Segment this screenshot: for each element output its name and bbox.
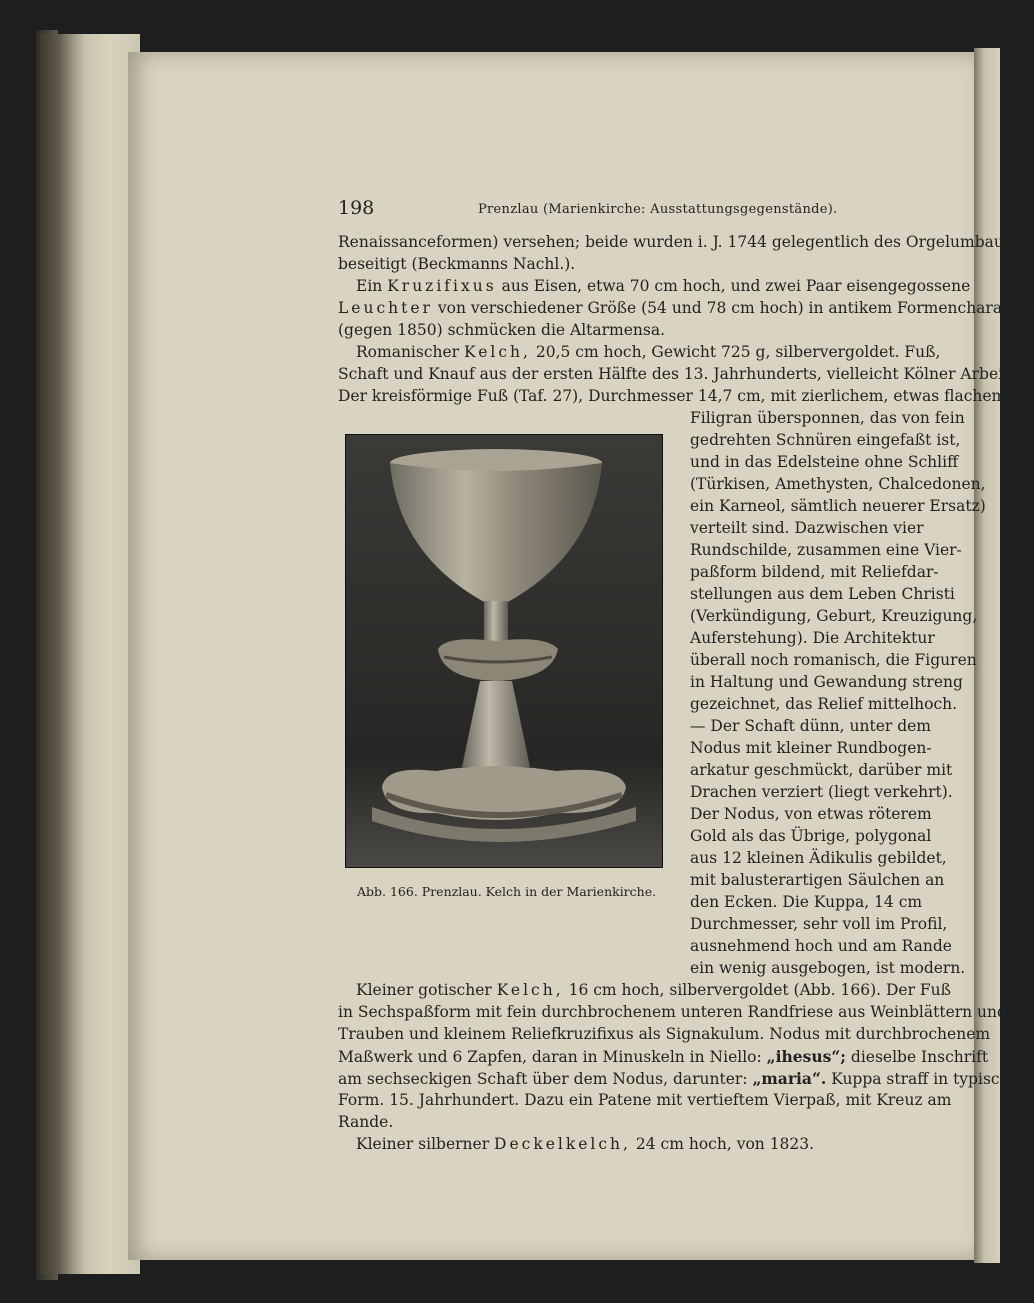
- figure-caption: Abb. 166. Prenzlau. Kelch in der Marienkirche.: [357, 884, 657, 899]
- text-line: Form. 15. Jahrhundert. Dazu ein Patene mit vertieftem Vierpaß, mit Kreuz am: [338, 1091, 952, 1109]
- side-text-line: aus 12 kleinen Ädikulis gebildet,: [690, 849, 947, 867]
- text-line: Schaft und Knauf aus der ersten Hälfte des 13. Jahrhunderts, vielleicht Kölner Arbeit.: [338, 365, 1015, 383]
- side-text-line: den Ecken. Die Kuppa, 14 cm: [690, 893, 923, 911]
- page-stack-edge: [40, 34, 140, 1274]
- side-text-line: Drachen verziert (liegt verkehrt).: [690, 783, 953, 801]
- side-text-line: (Türkisen, Amethysten, Chalcedonen,: [690, 475, 986, 493]
- side-text-line: Auferstehung). Die Architektur: [690, 629, 935, 647]
- text-line: Renaissanceformen) versehen; beide wurden i. J. 1744 gelegentlich des Orgelumbaus: [338, 233, 1012, 251]
- text-span: 24 cm hoch, von 1823.: [635, 1135, 815, 1153]
- text-span: Kleiner gotischer: [356, 981, 492, 999]
- text-span: Ein: [356, 277, 383, 295]
- inscription: „maria“.: [752, 1069, 827, 1088]
- side-text-line: Der Nodus, von etwas röterem: [690, 805, 932, 823]
- side-text-line: Filigran übersponnen, das von fein: [690, 409, 965, 427]
- emphasized-term: Leuchter: [338, 299, 433, 317]
- text-span: dieselbe Inschrift: [850, 1048, 989, 1066]
- text-line: (gegen 1850) schmücken die Altarmensa.: [338, 321, 666, 339]
- text-line: [356, 981, 951, 999]
- side-text-line: ein wenig ausgebogen, ist modern.: [690, 959, 966, 977]
- side-text-line: Rundschilde, zusammen eine Vier-: [690, 541, 962, 559]
- text-span: 16 cm hoch, silbervergoldet (Abb. 166). Der Fuß: [568, 981, 951, 999]
- side-text-line: und in das Edelsteine ohne Schliff: [690, 453, 959, 471]
- side-text-line: Gold als das Übrige, polygonal: [690, 827, 932, 845]
- emphasized-term: Kelch,: [496, 981, 564, 999]
- text-span: Romanischer: [356, 343, 460, 361]
- emphasized-term: Kelch,: [464, 343, 531, 361]
- side-text-line: ein Karneol, sämtlich neuerer Ersatz): [690, 497, 986, 515]
- page-number: 198: [338, 197, 375, 219]
- side-text-line: gezeichnet, das Relief mittelhoch.: [690, 695, 958, 713]
- text-span: am sechseckigen Schaft über dem Nodus, darunter:: [338, 1070, 748, 1088]
- text-line: Trauben und kleinem Reliefkruzifixus als Signakulum. Nodus mit durchbrochenem: [338, 1025, 991, 1043]
- chalice-photo: [345, 434, 663, 868]
- side-text-line: stellungen aus dem Leben Christi: [690, 585, 955, 603]
- text-line: Der kreisförmige Fuß (Taf. 27), Durchmesser 14,7 cm, mit zierlichem, etwas flachem: [338, 387, 1007, 405]
- text-line: Rande.: [338, 1113, 394, 1131]
- side-text-line: Nodus mit kleiner Rundbogen-: [690, 739, 932, 757]
- text-span: Kleiner silberner: [356, 1135, 490, 1153]
- side-text-line: Durchmesser, sehr voll im Profil,: [690, 915, 948, 933]
- text-line: in Sechspaßform mit fein durchbrochenem unteren Randfriese aus Weinblättern und: [338, 1003, 1007, 1021]
- text-span: von verschiedener Größe (54 und 78 cm hoch) in antikem Formencharakter: [437, 299, 1034, 317]
- side-text-line: paßform bildend, mit Reliefdar-: [690, 563, 939, 581]
- inscription: „ihesus“;: [766, 1047, 846, 1066]
- text-line: [338, 299, 1034, 317]
- side-text-line: (Verkündigung, Geburt, Kreuzigung,: [690, 607, 978, 625]
- text-line: [356, 277, 970, 295]
- text-line: [356, 1135, 814, 1153]
- side-text-line: in Haltung und Gewandung streng: [690, 673, 963, 691]
- text-line: [338, 1047, 988, 1066]
- text-span: aus Eisen, etwa 70 cm hoch, und zwei Paar eisengegossene: [501, 277, 971, 295]
- emphasized-term: Deckelkelch,: [494, 1135, 631, 1153]
- side-text-line: verteilt sind. Dazwischen vier: [690, 519, 924, 537]
- text-line: [356, 343, 940, 361]
- running-title: Prenzlau (Marienkirche: Ausstattungsgegenstände).: [478, 202, 838, 217]
- text-line: [338, 1069, 1026, 1088]
- text-span: 20,5 cm hoch, Gewicht 725 g, silbervergoldet. Fuß,: [535, 343, 941, 361]
- side-text-line: gedrehten Schnüren eingefaßt ist,: [690, 431, 961, 449]
- side-text-line: ausnehmend hoch und am Rande: [690, 937, 952, 955]
- text-span: Kuppa straff in typischer: [831, 1070, 1027, 1088]
- side-text-line: mit balusterartigen Säulchen an: [690, 871, 945, 889]
- emphasized-term: Kruzifixus: [387, 277, 497, 295]
- text-line: beseitigt (Beckmanns Nachl.).: [338, 255, 576, 273]
- side-text-line: — Der Schaft dünn, unter dem: [690, 717, 931, 735]
- text-span: Maßwerk und 6 Zapfen, daran in Minuskeln in Niello:: [338, 1048, 762, 1066]
- side-text-line: arkatur geschmückt, darüber mit: [690, 761, 953, 779]
- chalice-icon: [346, 435, 662, 867]
- side-text-line: überall noch romanisch, die Figuren: [690, 651, 977, 669]
